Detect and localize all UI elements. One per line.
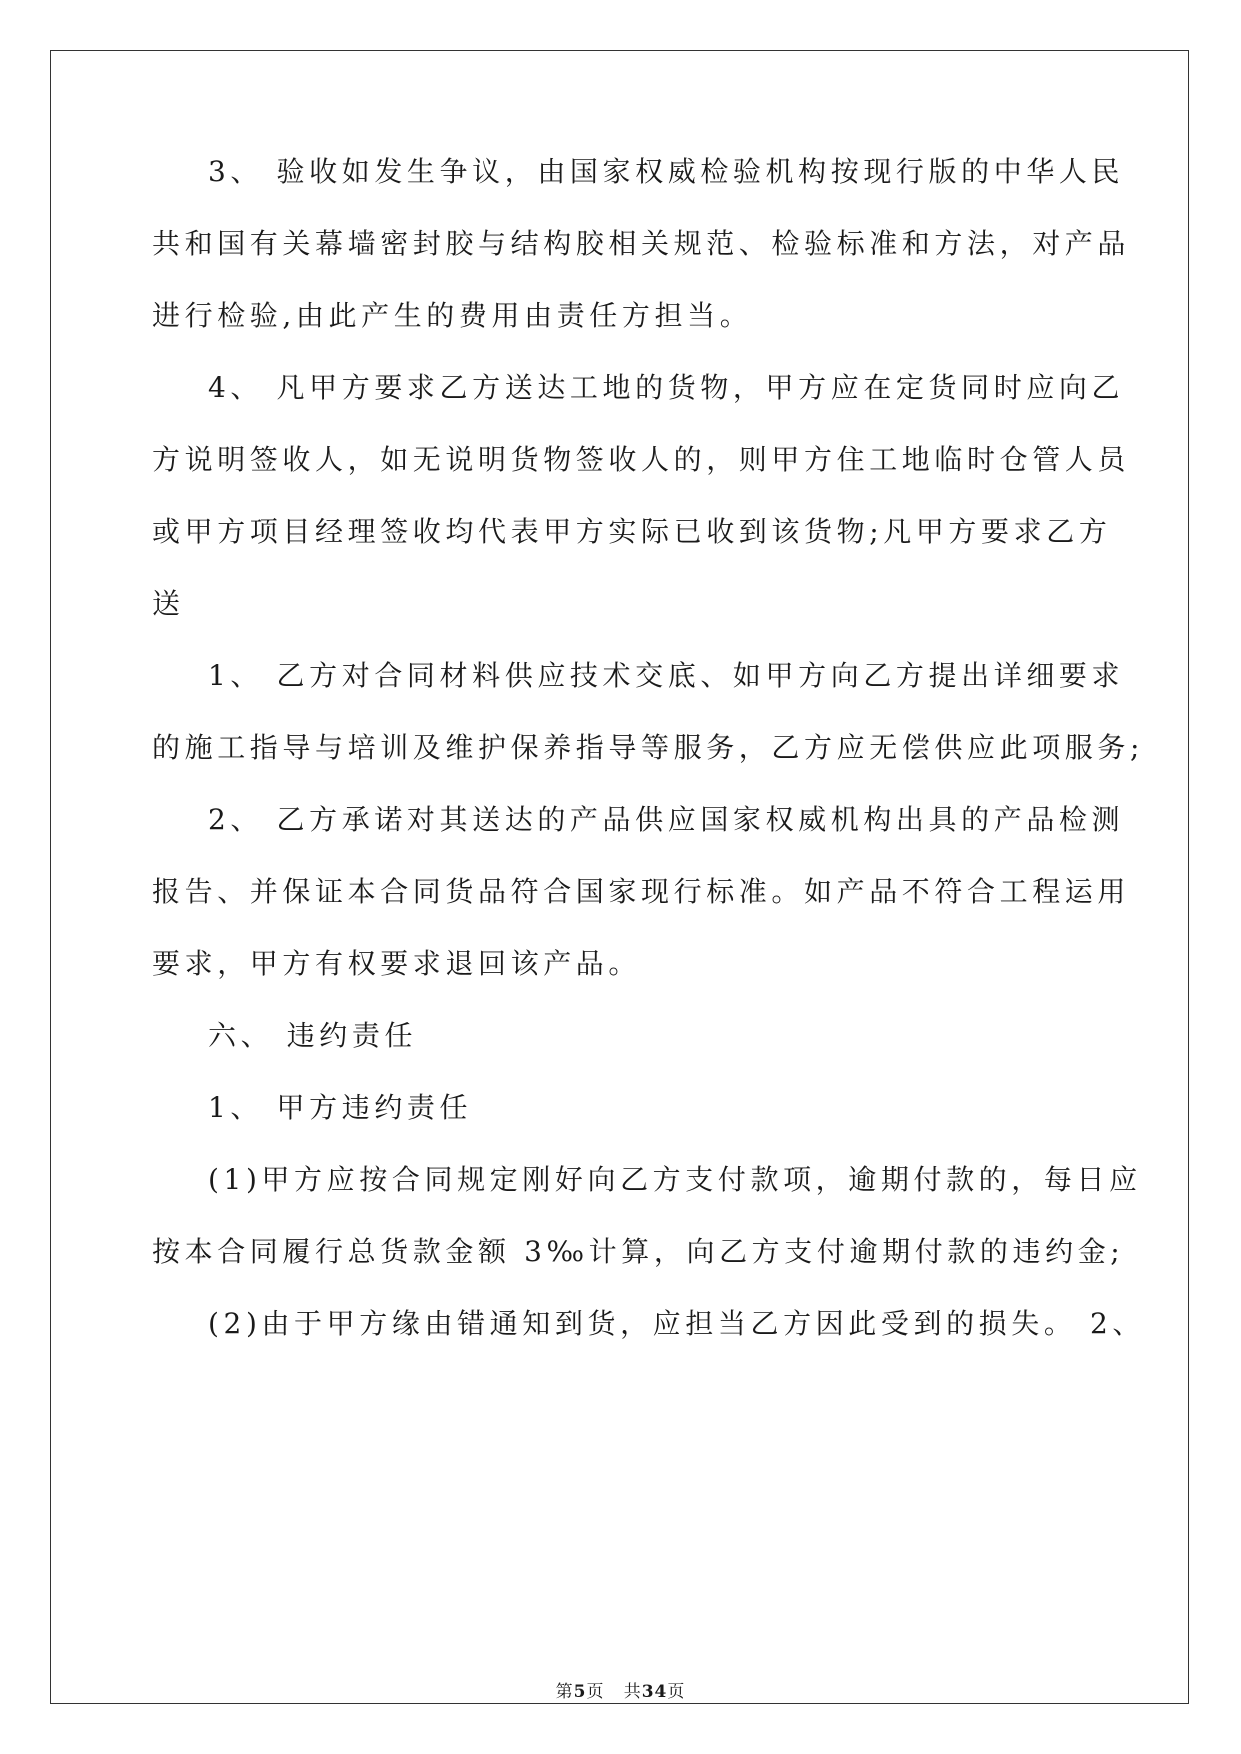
subsection-heading: 1、 甲方违约责任	[208, 1091, 473, 1124]
paragraph-line: 按本合同履行总货款金额 3‰计算，向乙方支付逾期付款的违约金;	[152, 1235, 1125, 1268]
paragraph-line: 共和国有关幕墙密封胶与结构胶相关规范、检验标准和方法，对产品	[152, 227, 1131, 260]
paragraph-line: 送	[152, 587, 185, 620]
paragraph-line: 报告、并保证本合同货品符合国家现行标准。如产品不符合工程运用	[152, 875, 1131, 908]
page-footer	[0, 1680, 1241, 1704]
paragraph-line: 进行检验,由此产生的费用由责任方担当。	[152, 299, 753, 332]
paragraph-line: 3、 验收如发生争议，由国家权威检验机构按现行版的中华人民	[208, 155, 1125, 188]
paragraph-line: 或甲方项目经理签收均代表甲方实际已收到该货物;凡甲方要求乙方	[152, 515, 1112, 548]
total-prefix: 共	[623, 1682, 642, 1702]
paragraph-line: 方说明签收人，如无说明货物签收人的，则甲方住工地临时仓管人员	[152, 443, 1131, 476]
paragraph-line: 4、 凡甲方要求乙方送达工地的货物，甲方应在定货同时应向乙	[208, 371, 1125, 404]
paragraph-line: 要求，甲方有权要求退回该产品。	[152, 947, 642, 980]
total-pages: 34	[641, 1682, 668, 1702]
paragraph-line: (2)由于甲方缘由错通知到货，应担当乙方因此受到的损失。 2、	[208, 1307, 1145, 1340]
page-number: 5	[573, 1682, 587, 1702]
paragraph-line: 1、 乙方对合同材料供应技术交底、如甲方向乙方提出详细要求	[208, 659, 1125, 692]
paragraph-line: 2、 乙方承诺对其送达的产品供应国家权威机构出具的产品检测	[208, 803, 1125, 836]
paragraph-line: 的施工指导与培训及维护保养指导等服务，乙方应无偿供应此项服务;	[152, 731, 1145, 764]
section-heading: 六、 违约责任	[208, 1019, 418, 1052]
total-suffix: 页	[667, 1682, 686, 1702]
page-suffix: 页	[586, 1682, 605, 1702]
paragraph-line: (1)甲方应按合同规定刚好向乙方支付款项，逾期付款的，每日应	[208, 1163, 1142, 1196]
page-prefix: 第	[555, 1682, 574, 1702]
